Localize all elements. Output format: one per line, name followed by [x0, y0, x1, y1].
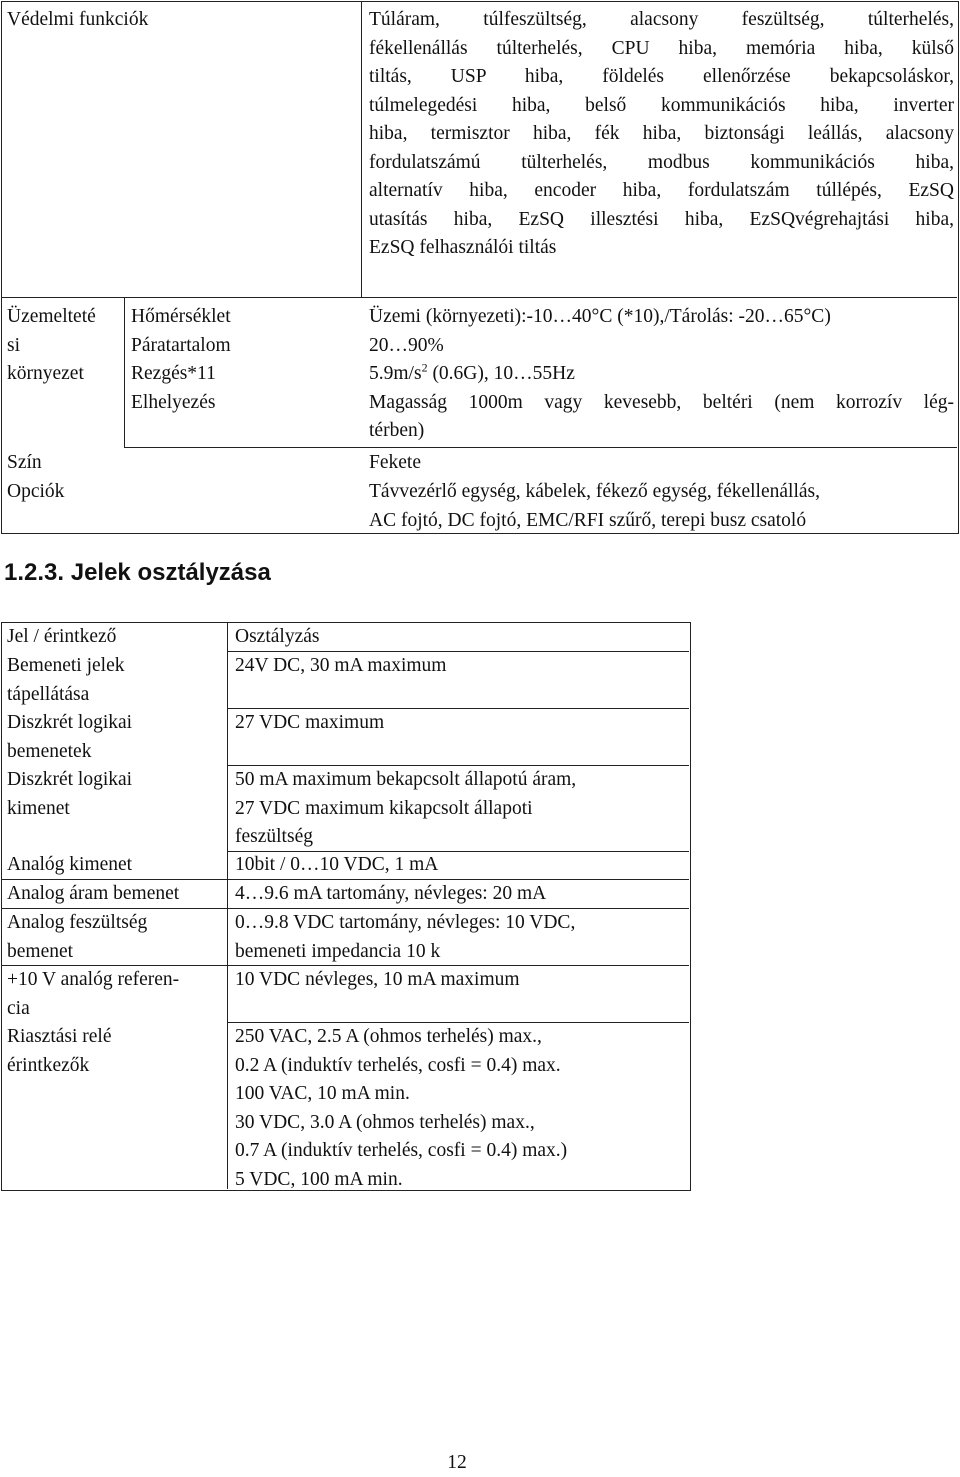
text-line: túlmelegedési hiba, belső kommunikációs hiba, inverter	[369, 94, 954, 116]
text-line: Üzemelteté	[7, 306, 96, 327]
text-line: bemeneti impedancia 10 k	[235, 940, 441, 962]
environment-label	[7, 303, 96, 389]
text-line: 10bit / 0…10 VDC, 1 mA	[235, 854, 439, 875]
text-line: fordulatszámú tülterhelés, modbus kommunikációs hiba,	[369, 151, 954, 173]
table-divider	[124, 447, 957, 448]
table-row-value	[235, 966, 520, 995]
text-line: +10 V analóg referen-	[7, 969, 180, 990]
text-line: Analog feszültség	[7, 912, 148, 933]
text-line: Riasztási relé	[7, 1026, 112, 1047]
table-row-value	[235, 709, 384, 738]
text-line: Opciók	[7, 481, 65, 502]
table-row-label	[7, 966, 179, 1023]
table-row-value	[235, 909, 575, 966]
env-value-temperature: Üzemi (környezeti):-10…40°C (*10),/Tárolás: -20…65°C)	[369, 306, 831, 327]
text-line: 24V DC, 30 mA maximum	[235, 655, 447, 676]
text-line: 27 VDC maximum	[235, 712, 385, 733]
text-line: Analóg kimenet	[7, 854, 133, 875]
text-line: 0.7 A (induktív terhelés, cosfi = 0.4) max.)	[235, 1140, 568, 1161]
header-signal: Jel / érintkező	[7, 626, 117, 647]
text-line: alternatív hiba, encoder hiba, fordulatszám túllépés, EzSQ	[369, 180, 954, 201]
env-name-location: Elhelyezés	[131, 391, 216, 413]
text-line: Bemeneti jelek	[7, 655, 125, 676]
text-line: Túláram, túlfeszültség, alacsony feszültség, túlterhelés,	[369, 9, 954, 30]
environment-values	[369, 303, 954, 446]
text-line: tiltás, USP hiba, földelés ellenőrzése bekapcsoláskor,	[369, 66, 954, 87]
text-line: Fekete	[369, 452, 421, 473]
env-value-location-cont: térben)	[369, 420, 425, 441]
env-name-humidity: Páratartalom	[131, 334, 231, 356]
table-row-label	[7, 766, 132, 823]
options-value	[369, 478, 820, 535]
text-line: környezet	[7, 363, 84, 384]
table-row-value	[235, 880, 546, 909]
text-line: Távvezérlő egység, kábelek, fékező egység, fékellenállás,	[369, 481, 820, 502]
color-value	[369, 449, 421, 478]
text-line: Diszkrét logikai	[7, 769, 133, 790]
text-line: kimenet	[7, 797, 70, 819]
text-line: hiba, termisztor hiba, fék hiba, biztonsági leállás, alacsony	[369, 123, 954, 144]
text-line: cia	[7, 997, 30, 1019]
text-line: 0.2 A (induktív terhelés, cosfi = 0.4) max.	[235, 1054, 561, 1076]
table-row-label	[7, 880, 179, 909]
env-name-temperature: Hőmérséklet	[131, 306, 231, 327]
vibration-rest: (0.6G), 10…55Hz	[427, 363, 575, 384]
text-line: Analog áram bemenet	[7, 883, 180, 904]
text-line: bemenet	[7, 940, 74, 962]
text-line: EzSQ felhasználói tiltás	[369, 237, 557, 258]
table-row-label	[7, 909, 147, 966]
signal-classification-table	[1, 622, 691, 1191]
protection-label-text: Védelmi funkciók	[7, 9, 149, 30]
text-line: tápellátása	[7, 683, 90, 705]
text-line: 100 VAC, 10 mA min.	[235, 1083, 410, 1104]
options-label	[7, 478, 64, 507]
table-header-col1	[7, 623, 116, 652]
text-line: 30 VDC, 3.0 A (ohmos terhelés) max.,	[235, 1111, 535, 1133]
table-row-label	[7, 709, 132, 766]
table-row-label	[7, 652, 125, 709]
table-divider	[2, 297, 957, 298]
text-line: feszültség	[235, 826, 313, 847]
vibration-main: 5.9m/s	[369, 363, 422, 384]
page-number: 12	[447, 1452, 467, 1473]
vibration-exponent: 2	[421, 360, 428, 375]
env-value-location: Magasság 1000m vagy kevesebb, beltéri (nem korrozív lég-	[369, 391, 954, 413]
text-line: AC fojtó, DC fojtó, EMC/RFI szűrő, terepi busz csatoló	[369, 509, 807, 531]
table-header-col2	[235, 623, 319, 652]
specification-table	[1, 1, 959, 534]
environment-names	[131, 303, 231, 417]
header-rating: Osztályzás	[235, 626, 320, 647]
env-value-humidity: 20…90%	[369, 334, 444, 356]
text-line: érintkezők	[7, 1054, 90, 1076]
text-line: bemenetek	[7, 740, 92, 762]
section-heading: 1.2.3. Jelek osztályzása	[4, 559, 271, 586]
text-line: Szín	[7, 452, 42, 473]
text-line: 0…9.8 VDC tartomány, névleges: 10 VDC,	[235, 912, 576, 933]
text-line: utasítás hiba, EzSQ illesztési hiba, EzSQvégrehajtási hiba,	[369, 208, 954, 230]
table-divider	[361, 2, 362, 297]
env-name-vibration: Rezgés*11	[131, 363, 216, 384]
text-line: 250 VAC, 2.5 A (ohmos terhelés) max.,	[235, 1026, 542, 1047]
text-line: Diszkrét logikai	[7, 712, 133, 733]
text-line: 27 VDC maximum kikapcsolt állapoti	[235, 797, 533, 819]
env-value-vibration	[369, 360, 954, 389]
table-row-label	[7, 1023, 112, 1080]
text-line: fékellenállás túlterhelés, CPU hiba, memória hiba, külső	[369, 37, 954, 59]
color-label	[7, 449, 42, 478]
text-line: si	[7, 334, 21, 356]
protection-description	[369, 6, 954, 263]
table-row-label	[7, 851, 132, 880]
protection-label	[7, 6, 148, 35]
table-row-value	[235, 766, 576, 852]
table-row-value	[235, 652, 446, 681]
table-divider	[124, 297, 125, 447]
text-line: 5 VDC, 100 mA min.	[235, 1168, 403, 1190]
text-line: 10 VDC névleges, 10 mA maximum	[235, 969, 520, 990]
table-row-value	[235, 851, 438, 880]
text-line: 50 mA maximum bekapcsolt állapotú áram,	[235, 769, 577, 790]
table-row-value	[235, 1023, 567, 1194]
text-line: 4…9.6 mA tartomány, névleges: 20 mA	[235, 883, 547, 904]
